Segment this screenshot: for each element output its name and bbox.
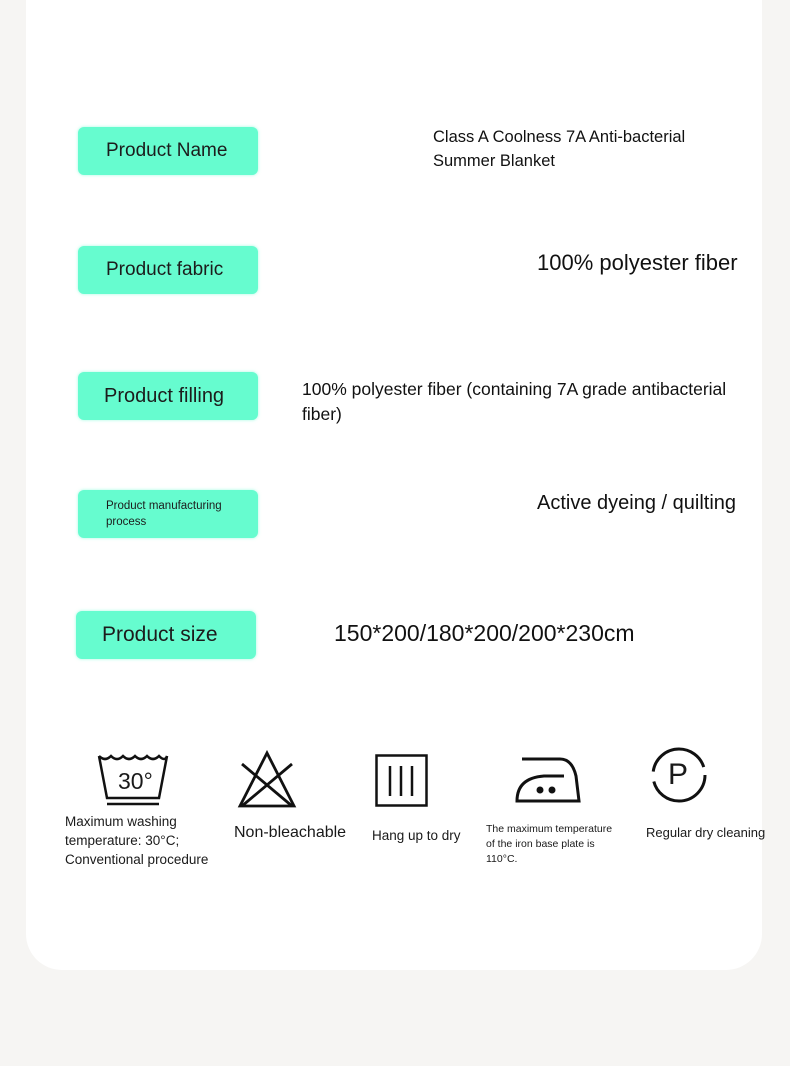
product-size-value: 150*200/180*200/200*230cm	[334, 620, 635, 646]
dry-clean-text: Regular dry cleaning	[646, 825, 766, 840]
wash-30-icon	[96, 752, 170, 808]
dry-clean-p-icon	[650, 746, 710, 806]
wash-care-text: Maximum washing temperature: 30°C; Conventional procedure	[65, 814, 209, 867]
hang-dry-icon	[375, 754, 429, 808]
product-fabric-value: 100% polyester fiber	[537, 250, 738, 275]
no-bleach-icon	[236, 750, 298, 810]
iron-icon	[514, 756, 582, 804]
product-name-label: Product Name	[78, 127, 258, 175]
product-filling-label: Product filling	[78, 372, 258, 420]
product-process-value: Active dyeing / quilting	[537, 492, 737, 514]
hang-dry-text: Hang up to dry	[372, 828, 461, 843]
product-size-label: Product size	[76, 611, 256, 659]
product-filling-value: 100% polyester fiber (containing 7A grade antibacterial fiber)	[302, 379, 727, 424]
iron-care-text: The maximum temperature of the iron base plate is 110°C.	[486, 823, 613, 865]
wash-temperature-text: 30°	[118, 768, 153, 794]
no-bleach-text: Non-bleachable	[234, 824, 347, 841]
dry-clean-letter: P	[668, 758, 689, 791]
product-process-label: Product manufacturing process	[78, 490, 258, 538]
product-name-value: Class A Coolness 7A Anti-bacterial Summer Blanket	[433, 128, 686, 170]
product-fabric-label: Product fabric	[78, 246, 258, 294]
